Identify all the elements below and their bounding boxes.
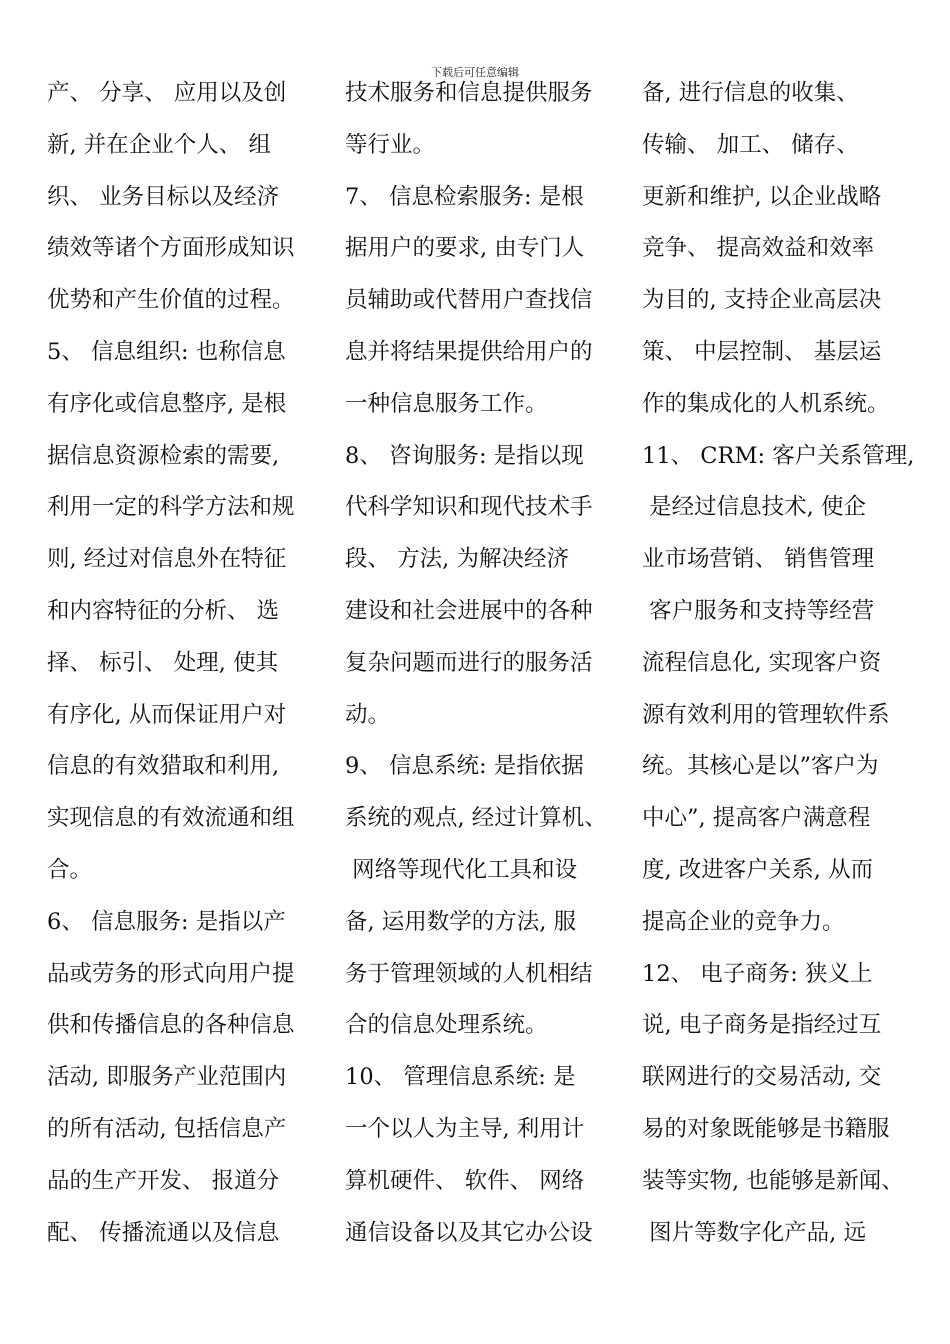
text-line: 联网进行的交易活动, 交 — [642, 1064, 882, 1091]
text-line: 技术服务和信息提供服务 — [345, 80, 593, 106]
text-line: 一种信息服务工作。 — [345, 390, 548, 417]
text-column-3 — [642, 68, 915, 1259]
text-line: 备, 运用数学的方法, 服 — [345, 908, 577, 935]
text-line: 信息的有效猎取和利用, — [47, 753, 280, 780]
text-line: 是经过信息技术, 使企 — [642, 494, 866, 521]
text-line: 合。 — [47, 856, 93, 883]
text-line: 产、 分享、 应用以及创 — [47, 80, 287, 106]
page-header: 下载后可任意编辑 — [431, 66, 519, 79]
text-line: 作的集成化的人机系统。 — [642, 390, 890, 417]
text-line: 复杂问题而进行的服务活 — [345, 649, 593, 676]
text-line: 务于管理领域的人机相结 — [345, 960, 593, 987]
text-line: 装等实物, 也能够是新闻、 — [642, 1167, 904, 1194]
text-line: 据用户的要求, 由专门人 — [345, 235, 585, 262]
text-line: 动。 — [345, 701, 391, 728]
text-line: 新, 并在企业个人、 组 — [47, 131, 271, 158]
text-line: 流程信息化, 实现客户资 — [642, 649, 882, 676]
text-line: 9、 信息系统: 是指依据 — [345, 753, 584, 780]
text-line: 有序化或信息整序, 是根 — [47, 390, 287, 417]
text-line: 业市场营销、 销售管理 — [642, 546, 875, 573]
text-line: 员辅助或代替用户查找信 — [345, 287, 593, 314]
text-line: 5、 信息组织: 也称信息 — [47, 338, 286, 365]
text-line: 11、 CRM: 客户关系管理, — [642, 442, 915, 469]
text-line: 息并将结果提供给用户的 — [345, 338, 593, 365]
text-line: 图片等数字化产品, 远 — [642, 1219, 866, 1246]
text-line: 更新和维护, 以企业战略 — [642, 183, 882, 210]
text-line: 择、 标引、 处理, 使其 — [47, 649, 279, 676]
text-line: 段、 方法, 为解决经济 — [345, 546, 569, 573]
text-column-2 — [345, 68, 615, 1259]
text-line: 优势和产生价值的过程。 — [47, 287, 295, 314]
text-line: 据信息资源检索的需要, — [47, 442, 280, 469]
text-line: 一个以人为主导, 利用计 — [345, 1115, 585, 1142]
text-line: 备, 进行信息的收集、 — [642, 80, 859, 106]
text-line: 算机硬件、 软件、 网络 — [345, 1167, 585, 1194]
text-line: 6、 信息服务: 是指以产 — [47, 908, 286, 935]
text-line: 合的信息处理系统。 — [345, 1012, 548, 1039]
text-line: 中心”, 提高客户满意程 — [642, 805, 871, 832]
text-line: 10、 管理信息系统: 是 — [345, 1064, 576, 1091]
text-line: 活动, 即服务产业范围内 — [47, 1064, 287, 1091]
text-line: 系统的观点, 经过计算机、 — [345, 805, 607, 832]
text-line: 品或劳务的形式向用户提 — [47, 960, 295, 987]
text-line: 建设和社会进展中的各种 — [345, 597, 593, 624]
text-line: 的所有活动, 包括信息产 — [47, 1115, 287, 1142]
text-line: 则, 经过对信息外在特征 — [47, 546, 287, 573]
text-line: 易的对象既能够是书籍服 — [642, 1115, 890, 1142]
text-line: 传输、 加工、 储存、 — [642, 131, 859, 158]
text-line: 代科学知识和现代技术手 — [345, 494, 593, 521]
text-line: 实现信息的有效流通和组 — [47, 805, 295, 832]
text-line: 品的生产开发、 报道分 — [47, 1167, 280, 1194]
text-line: 织、 业务目标以及经济 — [47, 183, 280, 210]
text-line: 供和传播信息的各种信息 — [47, 1012, 295, 1039]
text-line: 7、 信息检索服务: 是根 — [345, 183, 584, 210]
text-line: 竞争、 提高效益和效率 — [642, 235, 875, 262]
text-line: 说, 电子商务是指经过互 — [642, 1012, 882, 1039]
text-line: 网络等现代化工具和设 — [345, 856, 578, 883]
text-line: 策、 中层控制、 基层运 — [642, 338, 882, 365]
text-line: 客户服务和支持等经营 — [642, 597, 875, 624]
text-line: 绩效等诸个方面形成知识 — [47, 235, 295, 262]
text-line: 有序化, 从而保证用户对 — [47, 701, 287, 728]
text-line: 通信设备以及其它办公设 — [345, 1219, 593, 1246]
text-line: 提高企业的竞争力。 — [642, 908, 845, 935]
text-line: 等行业。 — [345, 131, 436, 158]
text-line: 配、 传播流通以及信息 — [47, 1219, 280, 1246]
text-line: 和内容特征的分析、 选 — [47, 597, 280, 624]
text-column-1 — [47, 68, 317, 1259]
text-line: 度, 改进客户关系, 从而 — [642, 856, 874, 883]
text-line: 为目的, 支持企业高层决 — [642, 287, 882, 314]
text-line: 统。其核心是以”客户为 — [642, 753, 879, 780]
text-line: 利用一定的科学方法和规 — [47, 494, 295, 521]
text-line: 8、 咨询服务: 是指以现 — [345, 442, 584, 469]
text-line: 源有效利用的管理软件系 — [642, 701, 890, 728]
text-line: 12、 电子商务: 狭义上 — [642, 960, 873, 987]
